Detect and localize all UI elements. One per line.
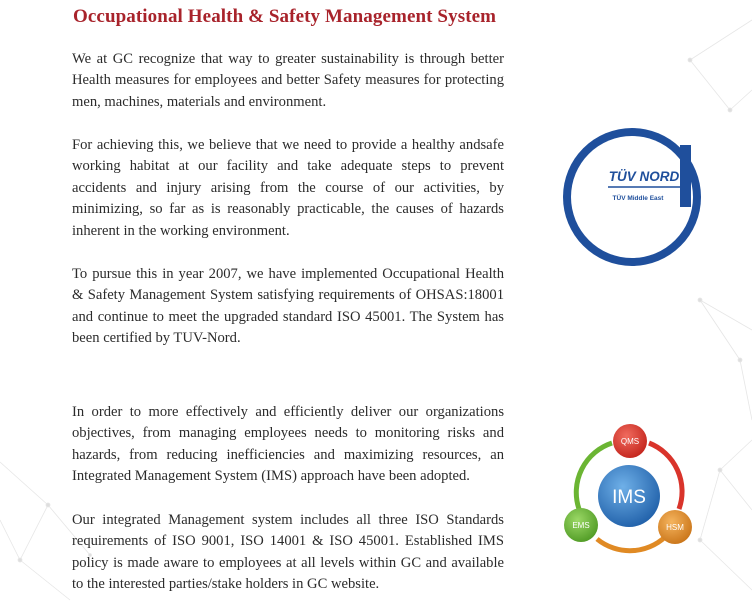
ims-ring-orange [597, 533, 669, 551]
seal-region: TÜV Middle East [612, 195, 664, 202]
ims-node-hsm-label: HSM [666, 523, 684, 532]
paragraph-ims-standards: Our integrated Management system includes all three ISO Standards requirements of ISO 9001, ISO 14001 & ISO 45001. Established IMS policy is made aware to employees at all levels within GC and available to the interested parties/stake holders in GC website. [72, 512, 504, 593]
seal-bar [680, 145, 691, 207]
seal-standard: ISO 45001 [599, 227, 663, 250]
tuv-nord-iso-45001-seal [560, 125, 705, 270]
ims-diagram [557, 421, 702, 566]
seal-brand: TÜV NORD [608, 169, 680, 184]
paragraph-certification: To pursue this in year 2007, we have implemented Occupational Health & Safety Management System satisfying requirements of OHSAS:18001 and continue to meet the upgraded standard ISO 45001. The System has been certified by TUV-Nord. [72, 266, 504, 347]
paragraph-sustainability: We at GC recognize that way to greater sustainability is through better Health measures for employees and better Safety measures for protecting men, machines, materials and environment. [72, 51, 504, 110]
ims-node-ems-label: EMS [572, 521, 590, 530]
paragraph-ims-approach: In order to more effectively and efficiently deliver our organizations objectives, from managing employees needs to monitoring risks and hazards, from reducing inefficiencies and maximizing resources, an Integrated Management System (IMS) approach have been adopted. [72, 404, 504, 485]
ims-center-label: IMS [612, 487, 646, 508]
page-title: Occupational Health & Safety Management System [73, 6, 497, 27]
ims-node-qms-label: QMS [620, 437, 640, 446]
paragraph-safe-habitat: For achieving this, we believe that we need to provide a healthy andsafe working habitat at our facility and take adequate steps to prevent accidents and injury arising from the course of our activities, by minimizing, so far as is reasonably practicable, the causes of hazards inherent in the working environment. [72, 137, 504, 239]
